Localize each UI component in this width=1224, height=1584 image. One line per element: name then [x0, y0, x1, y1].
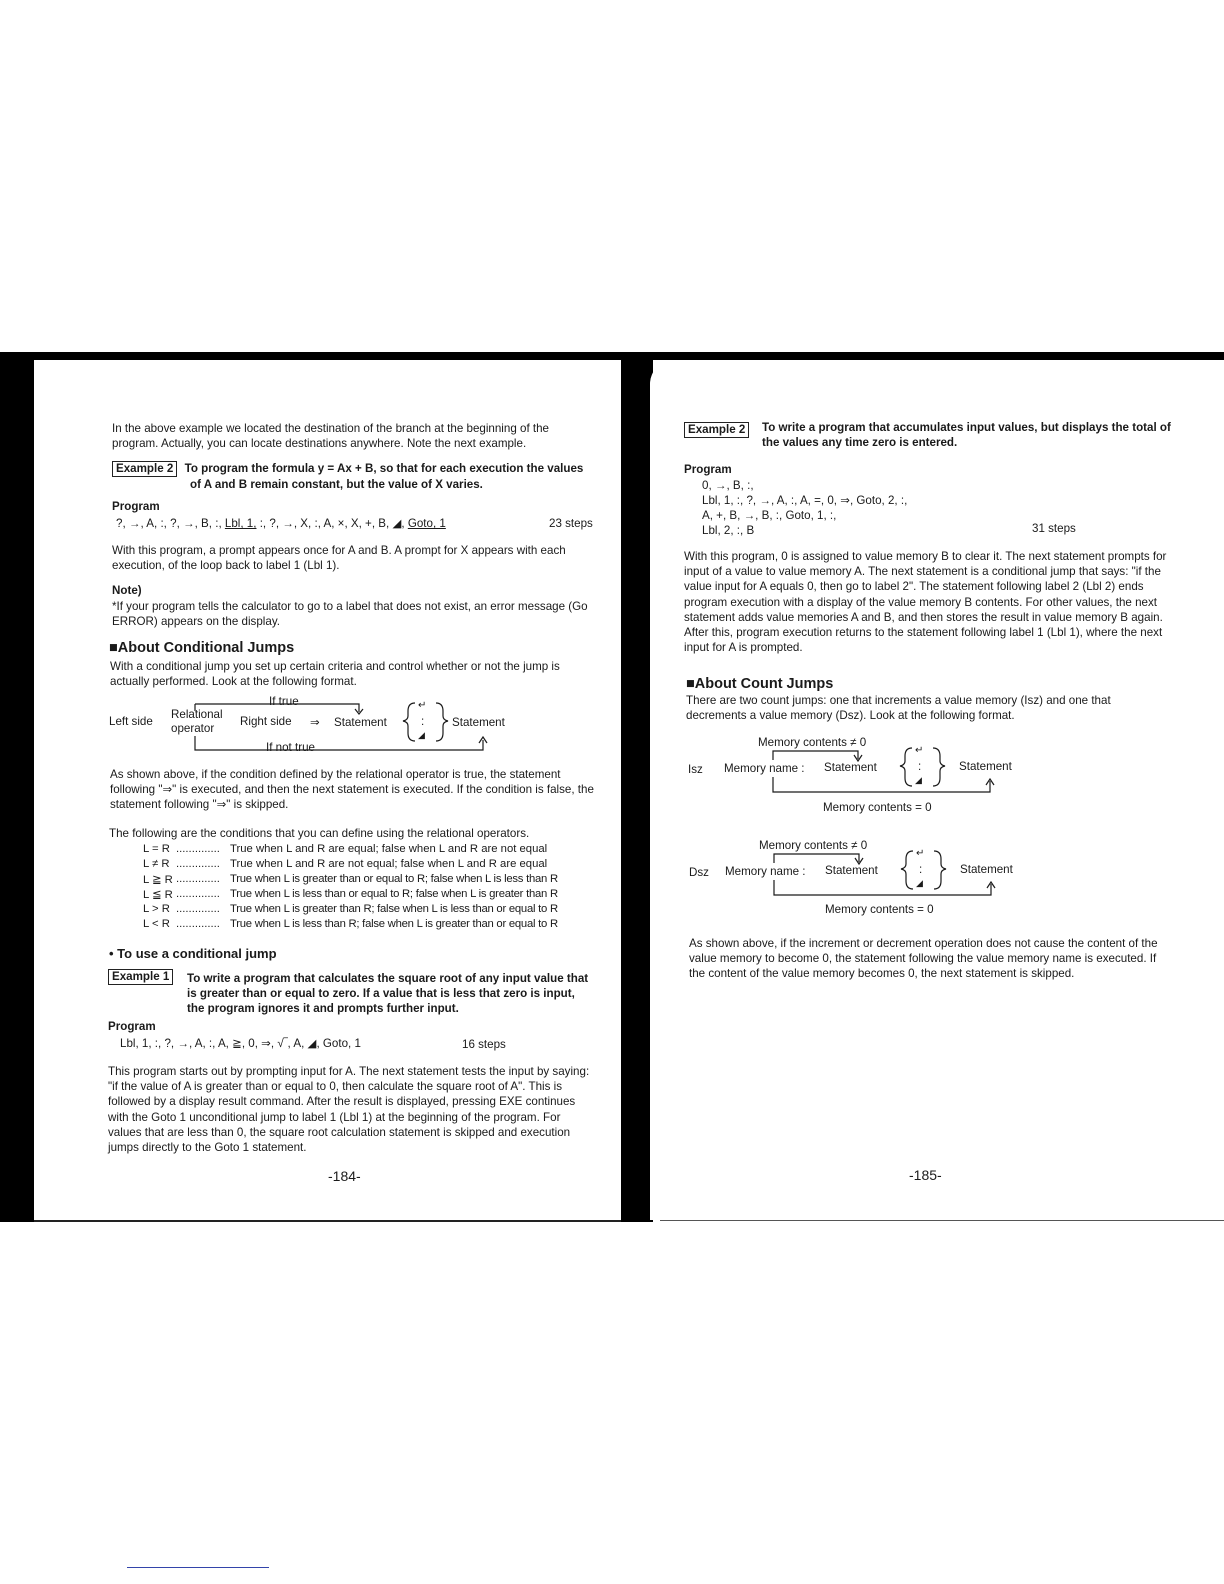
condition-leader: .............. [176, 918, 220, 930]
memory-nonzero-label: Memory contents ≠ 0 [758, 736, 867, 749]
condition-desc: True when L is less than or equal to R; false when L is greater than R [230, 888, 558, 900]
return-glyph: ↵ [916, 848, 925, 859]
relational-label: Relational [171, 708, 223, 721]
example-title-cont: of A and B remain constant, but the value of X varies. [190, 478, 483, 491]
right-example-2-description: With this program, 0 is assigned to value memory B to clear it. The next statement prompts for input of a value to value memory A. The next statement is a conditional jump that says: "if the value input for A equals 0, then go to label 2". The statement following label 2 (Lbl 2) ends program execution with a display of the value memory B contents. For other values, the next statement adds value memories A and B, and then stores the result in value memory B again. After this, program execution returns to the statement following label 1 (Lbl 1), where the next input for A is prompted. [684, 550, 1167, 655]
page-number: -185- [909, 1167, 942, 1183]
step-count: 16 steps [462, 1038, 506, 1051]
memory-zero-label: Memory contents = 0 [825, 903, 934, 916]
condition-leader: .............. [176, 888, 220, 900]
section-heading-count-jumps: ■About Count Jumps [686, 676, 834, 692]
implies-arrow: ⇒ [310, 716, 320, 729]
condition-op: L < R [143, 918, 170, 930]
conditional-explanation: As shown above, if the condition defined by the relational operator is true, the statement following "⇒" is executed, and then the next statement is executed. If the condition is false, the statement following "⇒" is skipped. [110, 768, 594, 812]
example-title: To program the formula y = Ax + B, so that for each execution the values [184, 462, 584, 475]
condition-leader: .............. [176, 858, 220, 870]
isz-left-brace [900, 748, 912, 786]
isz-command: Isz [688, 763, 703, 776]
conditional-jumps-intro: With a conditional jump you set up certain criteria and control whether or not the jump is actually performed. Look at the following format. [110, 660, 560, 689]
program-line: Lbl, 1, :, ?, →, A, :, A, =, 0, ⇒, Goto, 2, :, [702, 494, 908, 507]
dsz-nonzero-branch-line [774, 854, 859, 863]
isz-nonzero-branch-line [773, 751, 858, 760]
condition-desc: True when L is greater than or equal to R; false when L is less than R [230, 873, 558, 885]
intro-paragraph: In the above example we located the destination of the branch at the beginning of the program. Actually, you can locate destinations anywhere. Note the next example. [112, 422, 550, 451]
colon-glyph: : [918, 760, 922, 773]
program-line: Lbl, 2, :, B [702, 524, 755, 537]
dsz-right-brace [934, 851, 946, 889]
condition-desc: True when L is greater than R; false when L is less than or equal to R [230, 903, 558, 915]
dsz-left-brace [901, 851, 913, 889]
step-count: 31 steps [1032, 522, 1076, 535]
return-glyph: ↵ [915, 745, 924, 756]
display-glyph: ◢ [916, 878, 923, 888]
condition-op: L ≦ R [143, 889, 173, 901]
program-heading: Program [108, 1020, 156, 1033]
program-label-underlined: Lbl, 1, [224, 517, 257, 530]
condition-op: L > R [143, 903, 170, 915]
condition-leader: .............. [176, 843, 220, 855]
statement-label: Statement [452, 716, 505, 729]
example-label: Example 2 [684, 422, 749, 438]
program-goto-underlined: Goto, 1 [407, 517, 446, 530]
colon-glyph: : [421, 715, 425, 728]
program-code-part: :, ?, →, X, :, A, ×, X, +, B, ◢, [256, 517, 408, 530]
program-code: Lbl, 1, :, ?, →, A, :, A, ≧, 0, ⇒, √‾, A, ◢, Goto, 1 [120, 1037, 361, 1050]
right-side-label: Right side [240, 715, 292, 728]
colon-glyph: : [919, 863, 923, 876]
note-heading: Note) [112, 584, 142, 597]
example-title: To write a program that accumulates input values, but displays the total of the values any time zero is entered. [762, 421, 1171, 450]
isz-right-brace [933, 748, 945, 786]
program-code-part: ?, →, A, :, ?, →, B, :, [116, 517, 225, 530]
memory-name-label: Memory name : [724, 762, 805, 775]
statement-label: Statement [824, 761, 877, 774]
bullet-heading: • To use a conditional jump [109, 946, 277, 961]
section-heading-conditional-jumps: ■About Conditional Jumps [109, 640, 295, 656]
condition-leader: .............. [176, 903, 220, 915]
step-count: 23 steps [549, 517, 593, 530]
example-2-description: With this program, a prompt appears once for A and B. A prompt for X appears with each execution, of the loop back to label 1 (Lbl 1). [112, 544, 566, 573]
statement-label: Statement [960, 863, 1013, 876]
statement-label: Statement [959, 760, 1012, 773]
condition-desc: True when L is less than R; false when L is greater than or equal to R [230, 918, 558, 930]
condition-leader: .............. [176, 873, 220, 885]
return-glyph: ↵ [418, 700, 427, 711]
page-number: -184- [328, 1168, 361, 1184]
condition-desc: True when L and R are not equal; false when L and R are equal [230, 858, 548, 870]
program-heading: Program [684, 463, 732, 476]
example-label: Example 2 [112, 461, 177, 477]
condition-op: L ≠ R [143, 858, 170, 870]
example-label: Example 1 [108, 969, 173, 985]
memory-name-label: Memory name : [725, 865, 806, 878]
display-glyph: ◢ [915, 775, 922, 785]
display-glyph: ◢ [418, 730, 425, 740]
condition-op: L = R [143, 843, 170, 855]
statement-label: Statement [334, 716, 387, 729]
example-title: To write a program that calculates the square root of any input value that is greater than or equal to zero. If a value that is less that zero is input, the program ignores it and prompts further input. [187, 972, 589, 1016]
statement-label: Statement [825, 864, 878, 877]
left-side-label: Left side [109, 715, 153, 728]
program-heading: Program [112, 500, 160, 513]
count-jumps-intro: There are two count jumps: one that increments a value memory (Isz) and one that decrements a value memory (Dsz). Look at the following format. [686, 694, 1111, 723]
conditions-intro: The following are the conditions that you can define using the relational operators. [109, 827, 530, 840]
count-jump-explanation: As shown above, if the increment or decrement operation does not cause the content of the value memory to become 0, the statement following the value memory name is executed. If the content of the value memory becomes 0, the next statement is skipped. [689, 937, 1158, 981]
condition-desc: True when L and R are equal; false when L and R are not equal [230, 843, 548, 855]
program-line: 0, →, B, :, [702, 479, 754, 492]
memory-nonzero-label: Memory contents ≠ 0 [759, 839, 868, 852]
if-not-true-label: If not true [266, 741, 315, 754]
program-line: A, +, B, →, B, :, Goto, 1, :, [702, 509, 837, 522]
example-1-description: This program starts out by prompting input for A. The next statement tests the input by saying: "if the value of A is greater than or equal to 0, then calculate the square root of A". This is followed by a display result command. After the result is displayed, pressing EXE continues with the Goto 1 unconditional jump to label 1 (Lbl 1) at the beginning of the program. For values that are less than 0, the square root calculation statement is skipped and execution jumps directly to the Goto 1 statement. [108, 1065, 590, 1155]
operator-label: operator [171, 722, 215, 735]
dsz-zero-branch-line [774, 880, 991, 895]
condition-op: L ≧ R [143, 874, 173, 886]
note-text: *If your program tells the calculator to go to a label that does not exist, an error message (Go ERROR) appears on the display. [112, 600, 588, 629]
isz-zero-branch-line [773, 777, 990, 792]
dsz-command: Dsz [689, 866, 709, 879]
if-true-label: If true [269, 695, 299, 708]
memory-zero-label: Memory contents = 0 [823, 801, 932, 814]
